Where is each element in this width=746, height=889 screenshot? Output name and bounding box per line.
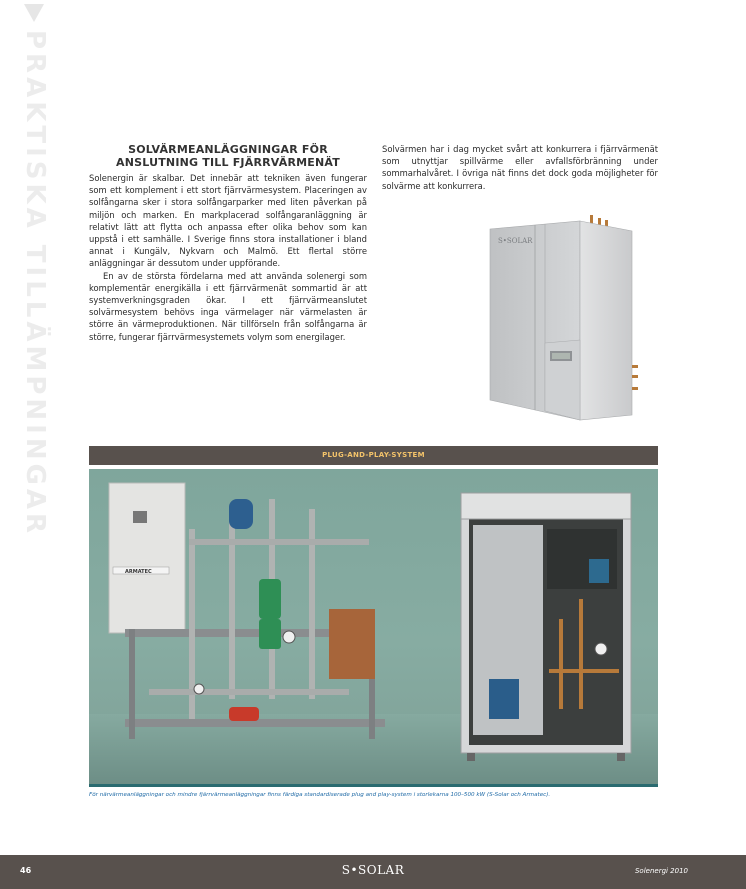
- section-band: PLUG-AND-PLAY-SYSTEM: [89, 446, 658, 465]
- left-column: [89, 143, 367, 343]
- side-title-text: PRAKTISKA TILLÄMPNINGAR: [20, 30, 50, 538]
- triangle-marker-icon: [24, 4, 44, 22]
- plant-illustration: [89, 469, 658, 787]
- left-paragraph-1: Solenergin är skalbar. Det innebär att tekniken även fungerar som ett komplement i ett stort fjärrvärmesystem. Placeringen av solfångarna sker i stora solfångarparker med liten påverkan på miljön och marken. En markplacerad solfångaranläggning är relativt lätt att flytta och anpassa efter olika behov som kan uppstå i ett samhälle. I Sverige finns stora installationer i bland annat i Kungälv, Nykvarn och Malmö. Ett flertal större anläggningar är dessutom under uppförande.: [89, 173, 367, 269]
- plug-and-play-photo: [89, 469, 658, 787]
- armatec-label: ARMATEC: [125, 569, 152, 575]
- publication-name: Solenergi 2010: [634, 867, 688, 875]
- right-column: [382, 143, 658, 192]
- side-title: [2, 0, 50, 600]
- page-number: 46: [20, 866, 32, 875]
- left-paragraph-2: En av de största fördelarna med att använda solenergi som komplementär energikälla i ett fjärrvärmenät sommartid är att systemverkningsgraden ökar. I ett fjärrvärmeanslutet solvärmesystem behövs inga värmelager när värmelasten är större än värmeproduktionen. När tillförseln från solfångarna är större, fungerar fjärrvärmesystemets volym som energilager.: [89, 270, 367, 342]
- cabinet-brand: S•SOLAR: [498, 237, 533, 245]
- right-paragraph: Solvärmen har i dag mycket svårt att konkurrera i fjärrvärmenät som utnyttjar spillvärme eller avfallsförbränning under sommarhalvåret. I övriga nät finns det dock goda möjligheter för solvärme att konkurrera.: [382, 144, 658, 191]
- photo-caption: För närvärmeanläggningar och mindre fjärrvärmeanläggningar finns färdiga standardiserade plug and play-system i storlekarna 100–500 kW (S-Solar och Armatec).: [89, 792, 551, 798]
- heading-line-1: SOLVÄRMEANLÄGGNINGAR FÖR: [128, 143, 328, 156]
- heading-line-2: ANSLUTNING TILL FJÄRRVÄRMENÄT: [116, 156, 340, 169]
- article-heading: [89, 143, 367, 169]
- right-body-text: [382, 143, 658, 192]
- left-body-text: [89, 172, 367, 343]
- footer-logo: S•SOLAR: [341, 863, 405, 877]
- product-cabinet-image: [470, 215, 660, 430]
- page-footer: [0, 855, 746, 889]
- cabinet-illustration: [470, 215, 660, 430]
